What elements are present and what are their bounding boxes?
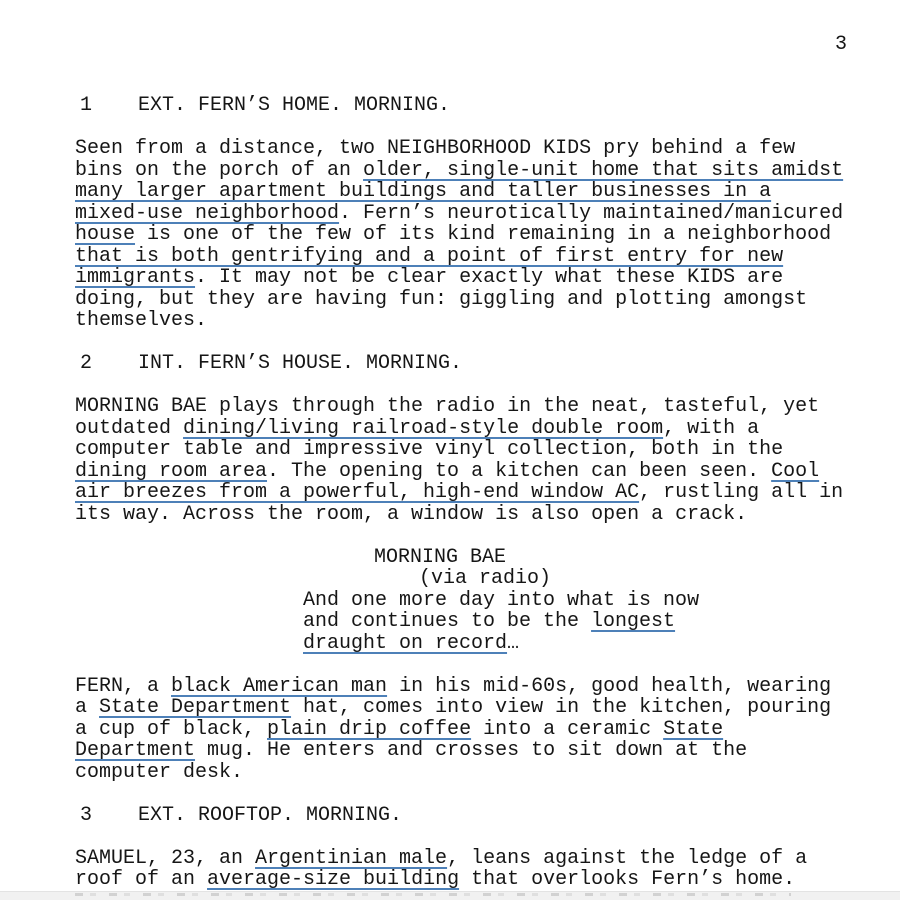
underlined-text: State [663,717,724,741]
plain-text: , with a [663,416,760,440]
plain-text: . The opening to a kitchen can been seen. [267,459,772,483]
action-paragraph [75,676,867,784]
action-line [75,482,867,504]
plain-text: , leans against the ledge of a [447,846,808,870]
scene-heading-text: EXT. ROOFTOP. MORNING. [138,803,403,827]
plain-text: … [507,631,520,655]
plain-text: doing, but they are having fun: giggling and plotting amongst [75,287,808,311]
action-paragraph [75,138,867,332]
scene-heading-text: INT. FERN’S HOUSE. MORNING. [138,352,463,375]
underlined-text: longest [591,610,676,633]
script-content [75,95,867,900]
action-line [75,762,867,784]
action-paragraph [75,396,867,525]
action-line [75,181,867,203]
action-line [75,160,867,182]
dialogue-parenthetical: (via radio) [419,567,552,590]
plain-text: SAMUEL, 23, an [75,846,256,870]
scene-heading [75,353,867,375]
scene-heading [75,95,867,117]
plain-text: . Fern’s neurotically maintained/manicured [339,201,844,225]
plain-text: , rustling all in [639,481,844,504]
plain-text: . It may not be clear exactly what these KIDS are [195,266,784,289]
plain-text: that overlooks Fern’s home. [459,868,796,891]
scene-number: 1 [80,94,93,117]
underlined-text: Argentinian male [255,846,448,870]
plain-text: and continues to be the [303,610,592,633]
underlined-text: mixed-use neighborhood [75,201,340,225]
plain-text: hat, comes into view in the kitchen, pouring [291,696,832,719]
plain-text: into a ceramic [471,717,664,741]
action-line [75,461,867,483]
action-line [75,310,867,332]
action-line [75,740,867,762]
action-line [75,719,867,741]
plain-text: FERN, a [75,674,172,698]
plain-text: themselves. [75,309,208,332]
underlined-text: dining/living railroad-style double room [183,416,664,440]
underlined-text: draught on record [303,631,508,655]
underlined-text: dining room area [75,459,268,483]
action-line [75,439,867,461]
action-line [75,246,867,268]
action-paragraph [75,848,867,891]
underlined-text: average-size building [207,868,460,891]
underlined-text: Department [75,739,196,762]
plain-text: its way. Across the room, a window is also open a crack. [75,502,748,526]
underlined-text: plain drip coffee [267,717,472,741]
plain-text: computer desk. [75,760,244,784]
page-number: 3 [834,33,847,56]
dialogue-line [303,590,867,612]
underlined-text: Cool [771,459,820,483]
plain-text: is one of the few of its kind remaining in a neighborhood [135,223,832,246]
action-line [75,396,867,418]
action-line [75,267,867,289]
plain-text: bins on the porch of an [75,158,364,182]
scene-number: 3 [80,803,93,827]
action-line [75,504,867,526]
underlined-text: house [75,223,136,246]
plain-text: roof of an [75,868,208,891]
action-line [75,224,867,246]
underlined-text: air breezes from a powerful, high-end window AC [75,481,640,504]
action-line [75,138,867,160]
action-line [75,869,867,891]
scene-heading-text: EXT. FERN’S HOME. MORNING. [138,94,451,117]
dialogue-block [75,547,867,655]
plain-text: in his mid-60s, good health, wearing [387,674,832,698]
action-line [75,418,867,440]
plain-text: a cup of black, [75,717,268,741]
underlined-text: that is both gentrifying and a point of first entry for new [75,244,784,268]
scene-heading [75,805,867,827]
plain-text: computer table and impressive vinyl collection, both in the [75,438,784,461]
underlined-text: older, single-unit home that sits amidst [363,158,844,182]
underlined-text: black American man [171,674,388,698]
dialogue-lines [303,590,867,655]
underlined-text: immigrants [75,266,196,289]
action-line [75,289,867,311]
underlined-text: State Department [99,696,292,719]
plain-text: And one more day into what is now [303,588,700,612]
action-line [75,676,867,698]
plain-text: a [75,696,100,719]
plain-text: mug. He enters and crosses to sit down at the [195,739,748,762]
action-line [75,848,867,870]
page-bottom-cutoff [0,891,900,900]
clipped-next-line [75,893,791,896]
plain-text: MORNING BAE plays through the radio in the neat, tasteful, yet [75,395,820,418]
plain-text: Seen from a distance, two NEIGHBORHOOD KIDS pry behind a few [75,137,796,160]
action-line [75,697,867,719]
scene-number: 2 [80,352,93,375]
plain-text: outdated [75,416,184,440]
underlined-text: many larger apartment buildings and taller businesses in a [75,180,772,203]
action-line [75,203,867,225]
dialogue-character: MORNING BAE [374,545,507,569]
dialogue-line [303,633,867,655]
dialogue-line [303,611,867,633]
